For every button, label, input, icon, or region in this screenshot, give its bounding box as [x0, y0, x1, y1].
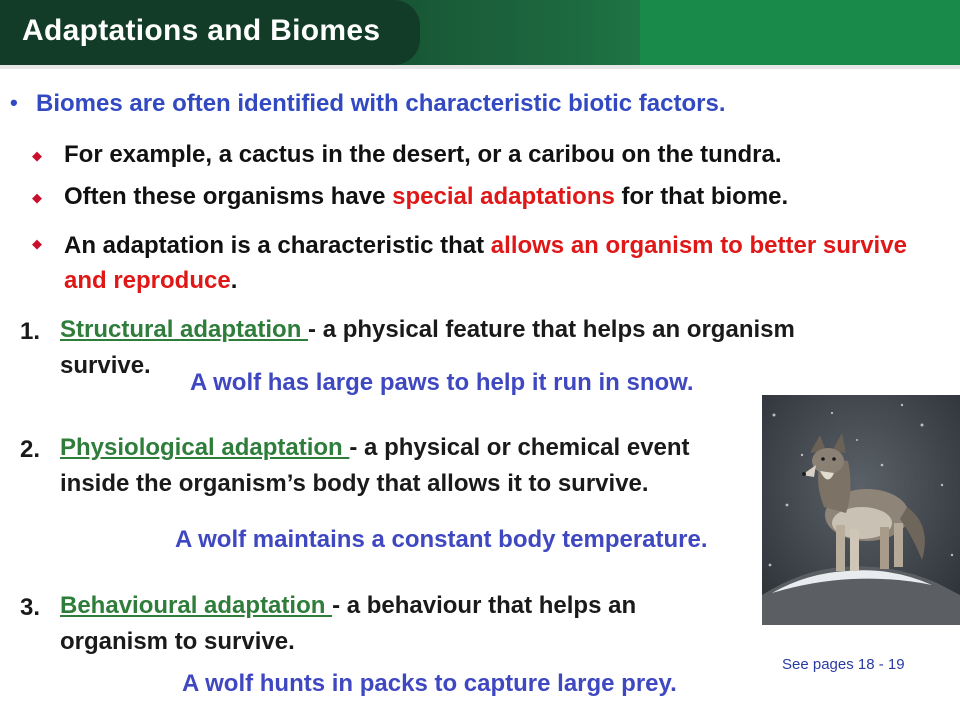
diamond-bullet-icon: ◆	[32, 190, 42, 205]
diamond-bullet-icon: ◆	[32, 236, 42, 251]
diamond-bullet-icon: ◆	[32, 148, 42, 163]
see-pages-reference: See pages 18 - 19	[782, 656, 905, 673]
sub-bullet-1: For example, a cactus in the desert, or a caribou on the tundra.	[64, 141, 782, 168]
item-number: 2.	[20, 436, 41, 463]
item-number: 1.	[20, 318, 41, 345]
page-title: Adaptations and Biomes	[22, 14, 381, 47]
bullet-dot-icon: •	[10, 90, 18, 115]
term-behavioural: Behavioural adaptation	[60, 592, 333, 619]
sub-bullet-3: An adaptation is a characteristic that allows an organism to better survive and reproduce.	[64, 232, 907, 294]
term-physiological: Physiological adaptation	[60, 434, 350, 461]
item-structural: Structural adaptation - a physical feature that helps an organism survive.	[60, 316, 795, 379]
item-number: 3.	[20, 594, 41, 621]
wolf-photo	[762, 395, 960, 625]
item-behavioural: Behavioural adaptation - a behaviour that helps an organism to survive.	[60, 592, 637, 655]
example-structural: A wolf has large paws to help it run in snow.	[190, 369, 694, 396]
example-physiological: A wolf maintains a constant body temperature.	[175, 526, 708, 553]
item-physiological: Physiological adaptation - a physical or chemical event inside the organism’s body that allows it to survive.	[60, 434, 690, 497]
highlight-special-adaptations: special adaptations	[392, 183, 615, 210]
wolf-image	[762, 395, 960, 625]
term-structural: Structural adaptation	[60, 316, 309, 343]
intro-text: Biomes are often identified with characteristic biotic factors.	[36, 90, 726, 117]
sub-bullet-2: Often these organisms have special adaptations for that biome.	[64, 183, 789, 210]
highlight-survive-reproduce: allows an organism to better survive and reproduce	[64, 232, 907, 294]
example-behavioural: A wolf hunts in packs to capture large prey.	[182, 670, 677, 697]
intro-bullet	[10, 90, 726, 118]
